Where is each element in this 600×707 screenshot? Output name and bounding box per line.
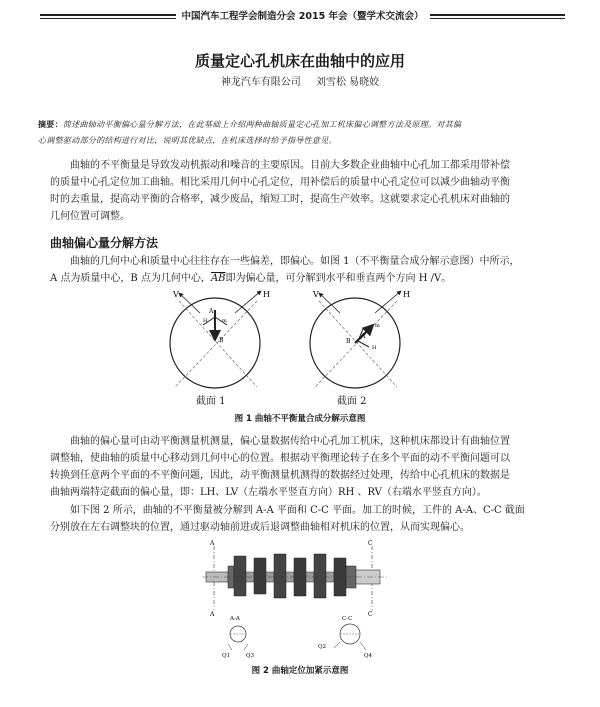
- point-b-label: B: [346, 338, 351, 345]
- v-axis-label: V: [173, 290, 179, 299]
- running-header: [40, 8, 565, 22]
- q3-label: Q3: [246, 653, 255, 659]
- section-cc-view: [318, 616, 373, 659]
- q2-label: Q2: [318, 644, 327, 650]
- abstract-line-1: 摘要：简述曲轴动平衡偏心量分解方法，在此基础上介绍两种曲轴质量定心孔加工机床偏心调整方法及原理。对其偏: [38, 119, 462, 129]
- conference-title: 中国汽车工程学会制造分会 2015 年会（暨学术交流会）: [175, 8, 429, 22]
- section3-paragraph: 如下图 2 所示，曲轴的不平衡量被分解到 A-A 平面和 C-C 平面。加工的时候，工件的 A-A、C-C 截面 分别放在左右调整块的位置，通过驱动轴前进或后退调整曲轴相对机床的位置，从而实现偏心。: [50, 505, 525, 533]
- figure-2-drawing: [200, 536, 390, 660]
- h-axis-label: H: [403, 290, 410, 299]
- v-axis-arrow: [319, 293, 340, 313]
- figure-1-caption: 图 1 曲轴不平衡量合成分解示意图: [234, 414, 366, 424]
- section-1-label: 截面 1: [196, 396, 226, 407]
- paper-title: 质量定心孔机床在曲轴中的应用: [194, 52, 405, 70]
- section-2-diagram: [310, 290, 410, 388]
- svg-text:C-C: C-C: [342, 616, 353, 622]
- h-axis-arrow: [235, 291, 261, 313]
- svg-text:A-A: A-A: [230, 616, 240, 622]
- v-axis-arrow: [179, 293, 200, 313]
- vector-ab: $\overline{AB}$: [210, 273, 226, 284]
- figure-1-drawing: [165, 285, 455, 405]
- section-aa-view: [222, 616, 255, 659]
- svg-text:C: C: [368, 611, 373, 618]
- point-a-label: A: [361, 333, 366, 340]
- svg-text:H: H: [372, 345, 377, 351]
- figure-2: [200, 536, 390, 660]
- section2-paragraph: 曲轴的偏心量可由动平衡测量机测量，偏心量数据传给中心孔加工机床，这种机床都设计有曲轴位置 调整轴，使曲轴的质量中心移动到几何中心的位置。根据动平衡理论转子在多个平面的动不平衡问题可以 转换到任意两个平面的不平衡问题，因此，动平衡测量机测得的数据经过处理，传给中心孔机床的数据是 曲轴两端特定截面的偏心量，即：LH、LV（左端水平竖直方向）RH 、RV（右端水平竖直方向）。: [50, 436, 510, 498]
- section-c-marker: C: [368, 540, 373, 547]
- figure-2-caption: 图 2 曲轴定位加紧示意图: [251, 666, 349, 676]
- intro-paragraph: 曲轴的不平衡量是导致发动机振动和噪音的主要原因。目前大多数企业曲轴中心孔加工都采用带补偿 的质量中心孔定位加工曲轴。相比采用几何中心孔定位，用补偿后的质量中心孔定位可以减少曲轴动平衡 时的去重量，提高动平衡的合格率，减少废品，缩短工时，提高生产效率。这就要求定心孔机床对曲轴的 几何位置可调整。: [50, 160, 510, 222]
- figure-1: [165, 285, 455, 405]
- section-1-diagram: [170, 290, 270, 388]
- section-a-marker: A: [210, 540, 215, 547]
- svg-text:A: A: [210, 611, 215, 618]
- section1-paragraph: 曲轴的几何中心和质量中心往往存在一些偏差，即偏心。如图 1（不平衡量合成分解示意图）中所示， A 点为质量中心，B 点为几何中心，$\overline{AB}$即为偏心量，可分解到水平和垂直两个方向 H /V。: [50, 256, 520, 284]
- point-a-label: A: [209, 308, 214, 315]
- section-heading: 曲轴偏心量分解方法: [50, 236, 159, 250]
- company-name: 神龙汽车有限公司: [220, 77, 301, 88]
- svg-text:H: H: [203, 318, 208, 324]
- h-axis-label: H: [263, 290, 270, 299]
- affiliation: [0, 73, 600, 88]
- q4-label: Q4: [364, 653, 373, 659]
- point-b-label: B: [219, 337, 224, 344]
- crankshaft-body: [202, 554, 388, 598]
- abstract-label: 摘要：: [38, 119, 63, 129]
- author-names: 刘雪松 易晓姣: [316, 77, 380, 88]
- section-2-label: 截面 2: [337, 396, 367, 407]
- h-axis-arrow: [375, 291, 401, 313]
- svg-text:m: m: [375, 323, 380, 329]
- abstract: [38, 116, 566, 149]
- abstract-line-2: 心调整驱动部分的结构进行对比，说明其优缺点，在机床选择时给予指导性意见。: [38, 136, 337, 145]
- q1-label: Q1: [222, 653, 231, 659]
- v-axis-label: V: [313, 290, 319, 299]
- svg-text:m: m: [222, 318, 227, 324]
